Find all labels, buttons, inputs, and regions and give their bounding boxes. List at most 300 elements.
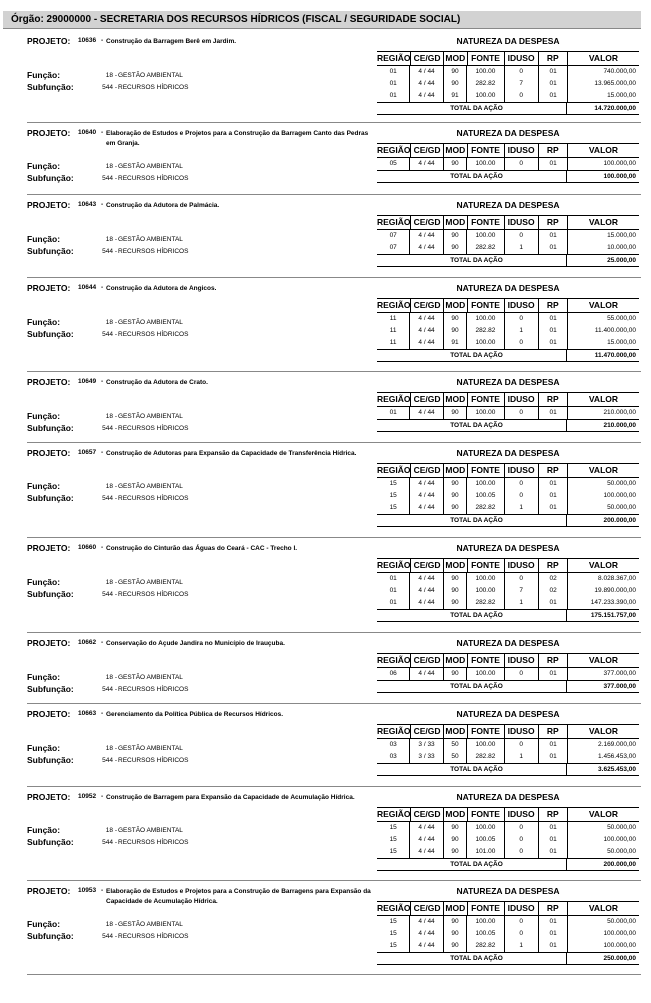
- table-row: [377, 337, 639, 349]
- natureza-table: [377, 298, 639, 362]
- table-cell: 01: [538, 916, 567, 928]
- column-header: CE/GD: [410, 559, 443, 572]
- subfuncao-desc: RECURSOS HÍDRICOS: [118, 591, 189, 598]
- total-label: TOTAL DA AÇÃO: [450, 612, 503, 619]
- table-cell: 7: [504, 585, 538, 597]
- project-number: 10644: [78, 284, 97, 291]
- block-separator: [27, 371, 641, 372]
- column-header: FONTE: [467, 464, 504, 477]
- table-cell: 100.000,00: [567, 940, 639, 952]
- column-header: MOD: [443, 144, 466, 157]
- table-cell: 147.233.390,00: [567, 597, 639, 609]
- project-dash: -: [101, 544, 104, 551]
- column-header: MOD: [443, 725, 466, 738]
- table-cell: 15: [389, 918, 397, 925]
- table-body: [377, 157, 639, 170]
- subfuncao-label: Subfunção:: [27, 329, 74, 339]
- funcao-code: 18 -: [105, 72, 117, 79]
- column-header: REGIÃO: [377, 394, 411, 404]
- natureza-title: NATUREZA DA DESPESA: [456, 543, 560, 553]
- table-cell: 4 / 44: [409, 916, 442, 928]
- table-cell: 05: [389, 160, 397, 167]
- table-cell: 282.82: [466, 940, 503, 952]
- projeto-label: PROJETO:: [27, 283, 71, 293]
- funcao-desc: GESTÃO AMBIENTAL: [118, 236, 183, 243]
- table-cell: 90: [443, 822, 467, 834]
- project-dash: -: [101, 639, 104, 646]
- table-cell: 15.000,00: [567, 230, 639, 242]
- table-row: [377, 916, 639, 928]
- subfuncao-label: Subfunção:: [27, 684, 74, 694]
- projeto-label: PROJETO:: [27, 377, 71, 387]
- table-cell: 90: [443, 66, 467, 78]
- funcao-desc: GESTÃO AMBIENTAL: [118, 163, 183, 170]
- column-header: IDUSO: [504, 216, 538, 229]
- table-cell: 100.000,00: [567, 490, 639, 502]
- table-cell: 15: [389, 480, 397, 487]
- table-cell: 11: [389, 315, 397, 322]
- table-cell: 03: [389, 741, 397, 748]
- subfuncao-desc: RECURSOS HÍDRICOS: [118, 757, 189, 764]
- table-cell: 10.000,00: [567, 242, 639, 254]
- table-cell: 4 / 44: [409, 242, 442, 254]
- column-header: REGIÃO: [377, 145, 411, 155]
- table-cell: 06: [389, 670, 397, 677]
- table-cell: 01: [538, 66, 567, 78]
- table-cell: 100.00: [466, 668, 503, 680]
- natureza-table: [377, 807, 639, 871]
- funcao-label: Função:: [27, 825, 61, 835]
- table-cell: 100.00: [466, 158, 503, 170]
- total-row: [377, 514, 639, 527]
- column-header: CE/GD: [410, 393, 443, 406]
- table-cell: 01: [538, 490, 567, 502]
- table-cell: 0: [504, 916, 538, 928]
- total-value: 377.000,00: [566, 681, 639, 692]
- table-cell: 01: [538, 230, 567, 242]
- table-cell: 01: [538, 242, 567, 254]
- block-separator: [27, 632, 641, 633]
- project-number: 10643: [78, 201, 97, 208]
- table-cell: 4 / 44: [409, 325, 442, 337]
- table-cell: 01: [538, 928, 567, 940]
- column-header: RP: [538, 393, 567, 406]
- table-cell: 01: [538, 940, 567, 952]
- table-cell: 1: [504, 751, 538, 763]
- column-header: FONTE: [467, 216, 504, 229]
- project-dash: -: [101, 284, 104, 291]
- table-cell: 90: [443, 502, 467, 514]
- table-cell: 100.00: [466, 337, 503, 349]
- subfuncao-desc: RECURSOS HÍDRICOS: [118, 175, 189, 182]
- column-header: IDUSO: [504, 52, 538, 65]
- column-header: MOD: [443, 808, 466, 821]
- subfuncao-code: 544 -: [102, 839, 117, 846]
- total-row: [377, 952, 639, 965]
- table-row: [377, 490, 639, 502]
- table-cell: 100.00: [466, 90, 503, 102]
- funcao-label: Função:: [27, 743, 61, 753]
- table-row: [377, 313, 639, 325]
- table-cell: 90: [443, 78, 467, 90]
- table-cell: 15: [389, 942, 397, 949]
- table-cell: 1: [504, 597, 538, 609]
- subfuncao-code: 544 -: [102, 425, 117, 432]
- natureza-table: [377, 653, 639, 693]
- table-cell: 90: [443, 573, 467, 585]
- total-row: [377, 609, 639, 622]
- table-cell: 100.00: [466, 573, 503, 585]
- table-cell: 100.00: [466, 230, 503, 242]
- table-cell: 11: [389, 339, 397, 346]
- table-cell: 282.82: [466, 597, 503, 609]
- column-header: RP: [538, 144, 567, 157]
- table-header-row: [377, 901, 639, 915]
- table-cell: 0: [504, 337, 538, 349]
- table-cell: 100.000,00: [567, 928, 639, 940]
- table-body: [377, 229, 639, 254]
- funcao-desc: GESTÃO AMBIENTAL: [118, 319, 183, 326]
- table-cell: 0: [504, 739, 538, 751]
- table-cell: 90: [443, 313, 467, 325]
- table-cell: 1: [504, 242, 538, 254]
- project-number: 10953: [78, 887, 97, 894]
- table-header-row: [377, 463, 639, 477]
- total-value: 200.000,00: [566, 515, 639, 526]
- total-row: [377, 102, 639, 115]
- table-row: [377, 158, 639, 170]
- block-separator: [27, 442, 641, 443]
- funcao-desc: GESTÃO AMBIENTAL: [118, 827, 183, 834]
- table-cell: 01: [538, 846, 567, 858]
- subfuncao-desc: RECURSOS HÍDRICOS: [118, 686, 189, 693]
- project-description: Construção da Adutora de Palmácia.: [106, 202, 220, 209]
- table-cell: 4 / 44: [409, 502, 442, 514]
- table-cell: 100.05: [466, 928, 503, 940]
- column-header: VALOR: [567, 216, 639, 229]
- table-cell: 3 / 33: [409, 739, 442, 751]
- funcao-label: Função:: [27, 919, 61, 929]
- table-row: [377, 822, 639, 834]
- table-cell: 11: [389, 327, 397, 334]
- natureza-title: NATUREZA DA DESPESA: [456, 886, 560, 896]
- table-body: [377, 477, 639, 514]
- total-label: TOTAL DA AÇÃO: [450, 955, 503, 962]
- block-separator: [27, 974, 641, 975]
- table-header-row: [377, 558, 639, 572]
- table-header-row: [377, 215, 639, 229]
- table-cell: 0: [504, 573, 538, 585]
- table-cell: 1.456.453,00: [567, 751, 639, 763]
- table-body: [377, 667, 639, 680]
- table-cell: 4 / 44: [409, 407, 442, 419]
- funcao-label: Função:: [27, 481, 61, 491]
- table-cell: 1: [504, 940, 538, 952]
- total-label: TOTAL DA AÇÃO: [450, 257, 503, 264]
- table-row: [377, 940, 639, 952]
- projeto-label: PROJETO:: [27, 200, 71, 210]
- table-body: [377, 312, 639, 349]
- table-row: [377, 846, 639, 858]
- column-header: IDUSO: [504, 464, 538, 477]
- column-header: REGIÃO: [377, 465, 411, 475]
- table-cell: 90: [443, 158, 467, 170]
- subfuncao-label: Subfunção:: [27, 423, 74, 433]
- subfuncao-code: 544 -: [102, 933, 117, 940]
- table-cell: 282.82: [466, 751, 503, 763]
- table-header-row: [377, 143, 639, 157]
- table-cell: 01: [538, 478, 567, 490]
- natureza-table: [377, 392, 639, 432]
- subfuncao-code: 544 -: [102, 175, 117, 182]
- column-header: FONTE: [467, 808, 504, 821]
- column-header: FONTE: [467, 393, 504, 406]
- table-row: [377, 230, 639, 242]
- table-cell: 7: [504, 78, 538, 90]
- table-cell: 4 / 44: [409, 585, 442, 597]
- table-cell: 4 / 44: [409, 66, 442, 78]
- table-cell: 01: [389, 68, 397, 75]
- total-row: [377, 763, 639, 776]
- table-cell: 282.82: [466, 78, 503, 90]
- funcao-code: 18 -: [105, 745, 117, 752]
- natureza-table: [377, 558, 639, 622]
- project-number: 10636: [78, 37, 97, 44]
- table-header-row: [377, 653, 639, 667]
- subfuncao-label: Subfunção:: [27, 173, 74, 183]
- total-label: TOTAL DA AÇÃO: [450, 352, 503, 359]
- table-cell: 50.000,00: [567, 822, 639, 834]
- table-cell: 01: [538, 751, 567, 763]
- block-separator: [27, 277, 641, 278]
- project-number: 10663: [78, 710, 97, 717]
- column-header: CE/GD: [410, 144, 443, 157]
- project-description: Gerenciamento da Política Pública de Recursos Hídricos.: [106, 711, 284, 718]
- project-dash: -: [101, 129, 104, 136]
- funcao-desc: GESTÃO AMBIENTAL: [118, 579, 183, 586]
- column-header: RP: [538, 902, 567, 915]
- column-header: VALOR: [567, 299, 639, 312]
- funcao-label: Função:: [27, 234, 61, 244]
- column-header: CE/GD: [410, 902, 443, 915]
- subfuncao-desc: RECURSOS HÍDRICOS: [118, 839, 189, 846]
- total-value: 100.000,00: [566, 171, 639, 182]
- table-cell: 0: [504, 668, 538, 680]
- project-dash: -: [101, 449, 104, 456]
- project-dash: -: [101, 37, 104, 44]
- table-cell: 15: [389, 930, 397, 937]
- table-cell: 13.965.000,00: [567, 78, 639, 90]
- column-header: CE/GD: [410, 216, 443, 229]
- table-cell: 0: [504, 822, 538, 834]
- table-row: [377, 834, 639, 846]
- table-cell: 01: [538, 158, 567, 170]
- natureza-table: [377, 51, 639, 115]
- total-value: 175.151.757,00: [566, 610, 639, 621]
- table-cell: 07: [389, 244, 397, 251]
- total-value: 14.720.000,00: [566, 103, 639, 114]
- table-cell: 19.890.000,00: [567, 585, 639, 597]
- project-dash: -: [101, 710, 104, 717]
- natureza-title: NATUREZA DA DESPESA: [456, 377, 560, 387]
- table-row: [377, 668, 639, 680]
- table-cell: 50: [443, 751, 467, 763]
- natureza-title: NATUREZA DA DESPESA: [456, 448, 560, 458]
- table-cell: 4 / 44: [409, 490, 442, 502]
- table-cell: 90: [443, 668, 467, 680]
- table-body: [377, 406, 639, 419]
- table-cell: 90: [443, 242, 467, 254]
- column-header: VALOR: [567, 654, 639, 667]
- table-cell: 01: [538, 834, 567, 846]
- table-cell: 4 / 44: [409, 822, 442, 834]
- column-header: FONTE: [467, 654, 504, 667]
- column-header: REGIÃO: [377, 655, 411, 665]
- column-header: MOD: [443, 902, 466, 915]
- column-header: IDUSO: [504, 393, 538, 406]
- block-separator: [27, 703, 641, 704]
- table-cell: 0: [504, 846, 538, 858]
- table-header-row: [377, 392, 639, 406]
- total-row: [377, 254, 639, 267]
- projeto-label: PROJETO:: [27, 543, 71, 553]
- table-cell: 1: [504, 325, 538, 337]
- table-cell: 100.00: [466, 739, 503, 751]
- project-description: Elaboração de Estudos e Projetos para a Construção de Barragens para Expansão da Capacidade de Acumulação Hídrica.: [106, 888, 371, 905]
- table-cell: 0: [504, 490, 538, 502]
- total-label: TOTAL DA AÇÃO: [450, 766, 503, 773]
- subfuncao-code: 544 -: [102, 591, 117, 598]
- table-cell: 01: [538, 822, 567, 834]
- column-header: CE/GD: [410, 654, 443, 667]
- block-separator: [27, 880, 641, 881]
- natureza-title: NATUREZA DA DESPESA: [456, 36, 560, 46]
- table-row: [377, 242, 639, 254]
- funcao-desc: GESTÃO AMBIENTAL: [118, 745, 183, 752]
- table-cell: 50.000,00: [567, 846, 639, 858]
- table-cell: 100.00: [466, 822, 503, 834]
- table-body: [377, 915, 639, 952]
- table-cell: 4 / 44: [409, 834, 442, 846]
- table-cell: 11.400.000,00: [567, 325, 639, 337]
- subfuncao-desc: RECURSOS HÍDRICOS: [118, 331, 189, 338]
- block-separator: [27, 786, 641, 787]
- subfuncao-desc: RECURSOS HÍDRICOS: [118, 425, 189, 432]
- funcao-code: 18 -: [105, 674, 117, 681]
- project-description: Conservação do Açude Jandira no Município de Irauçuba.: [106, 640, 285, 647]
- table-cell: 100.05: [466, 490, 503, 502]
- table-cell: 4 / 44: [409, 78, 442, 90]
- column-header: MOD: [443, 559, 466, 572]
- table-row: [377, 325, 639, 337]
- table-row: [377, 928, 639, 940]
- table-cell: 01: [389, 587, 397, 594]
- table-row: [377, 66, 639, 78]
- table-cell: 101.00: [466, 846, 503, 858]
- column-header: FONTE: [467, 559, 504, 572]
- table-cell: 0: [504, 834, 538, 846]
- table-cell: 01: [389, 80, 397, 87]
- project-dash: -: [101, 887, 104, 894]
- table-cell: 282.82: [466, 502, 503, 514]
- funcao-label: Função:: [27, 317, 61, 327]
- funcao-desc: GESTÃO AMBIENTAL: [118, 921, 183, 928]
- table-cell: 0: [504, 928, 538, 940]
- column-header: CE/GD: [410, 725, 443, 738]
- column-header: RP: [538, 464, 567, 477]
- table-cell: 90: [443, 407, 467, 419]
- subfuncao-code: 544 -: [102, 248, 117, 255]
- table-header-row: [377, 807, 639, 821]
- column-header: IDUSO: [504, 808, 538, 821]
- table-cell: 15: [389, 504, 397, 511]
- table-body: [377, 821, 639, 858]
- total-row: [377, 419, 639, 432]
- column-header: RP: [538, 299, 567, 312]
- subfuncao-label: Subfunção:: [27, 589, 74, 599]
- subfuncao-code: 544 -: [102, 331, 117, 338]
- table-row: [377, 502, 639, 514]
- column-header: CE/GD: [410, 52, 443, 65]
- table-cell: 4 / 44: [409, 337, 442, 349]
- column-header: RP: [538, 654, 567, 667]
- table-cell: 15: [389, 848, 397, 855]
- table-row: [377, 751, 639, 763]
- table-cell: 90: [443, 490, 467, 502]
- funcao-desc: GESTÃO AMBIENTAL: [118, 413, 183, 420]
- natureza-table: [377, 463, 639, 527]
- column-header: VALOR: [567, 808, 639, 821]
- natureza-title: NATUREZA DA DESPESA: [456, 792, 560, 802]
- natureza-title: NATUREZA DA DESPESA: [456, 638, 560, 648]
- table-cell: 15: [389, 824, 397, 831]
- total-label: TOTAL DA AÇÃO: [450, 517, 503, 524]
- column-header: IDUSO: [504, 144, 538, 157]
- funcao-code: 18 -: [105, 483, 117, 490]
- table-row: [377, 597, 639, 609]
- project-number: 10640: [78, 129, 97, 136]
- subfuncao-code: 544 -: [102, 757, 117, 764]
- total-value: 11.470.000,00: [566, 350, 639, 361]
- project-description: Construção da Adutora de Crato.: [106, 379, 208, 386]
- table-cell: 100.000,00: [567, 158, 639, 170]
- column-header: REGIÃO: [377, 560, 411, 570]
- table-cell: 100.00: [466, 585, 503, 597]
- block-separator: [27, 122, 641, 123]
- table-row: [377, 478, 639, 490]
- table-cell: 4 / 44: [409, 230, 442, 242]
- funcao-code: 18 -: [105, 579, 117, 586]
- natureza-table: [377, 215, 639, 267]
- table-cell: 0: [504, 407, 538, 419]
- table-cell: 0: [504, 158, 538, 170]
- table-row: [377, 78, 639, 90]
- funcao-code: 18 -: [105, 163, 117, 170]
- column-header: VALOR: [567, 725, 639, 738]
- table-cell: 4 / 44: [409, 846, 442, 858]
- subfuncao-label: Subfunção:: [27, 82, 74, 92]
- project-dash: -: [101, 378, 104, 385]
- column-header: RP: [538, 559, 567, 572]
- table-cell: 4 / 44: [409, 573, 442, 585]
- column-header: REGIÃO: [377, 809, 411, 819]
- table-cell: 90: [443, 834, 467, 846]
- subfuncao-label: Subfunção:: [27, 837, 74, 847]
- total-value: 3.625.453,00: [566, 764, 639, 775]
- column-header: MOD: [443, 52, 466, 65]
- table-cell: 8.028.367,00: [567, 573, 639, 585]
- total-row: [377, 680, 639, 693]
